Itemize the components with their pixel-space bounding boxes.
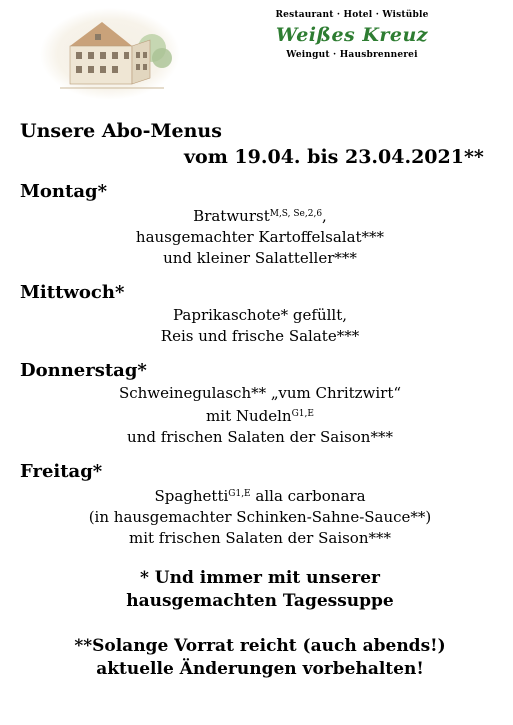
dish-text-suffix: , [322,207,327,225]
dish-line [20,383,500,404]
dish-line [20,248,500,269]
dish-text: Reis und frische Salate*** [160,327,360,345]
dish-text: mit Nudeln [206,407,292,425]
dish-text: Schweinegulasch** „vum Chritzwirt“ [118,384,402,402]
dish-line [20,204,500,227]
day-name: Montag* [20,181,107,202]
dish-line [20,404,500,427]
menu-day [20,281,500,347]
brand-name: Weißes Kreuz [275,24,429,46]
dish-text: Spaghetti [154,487,229,505]
dish-text: und kleiner Salatteller*** [163,249,357,267]
dish-text-suffix: alla carbonara [250,487,366,505]
supply-note [20,635,500,681]
menu-days [20,180,500,549]
dish-line [20,528,500,549]
soup-note [20,567,500,613]
soup-note-line: hausgemachten Tagessuppe [126,591,394,611]
menu-day [20,359,500,448]
dish-text: hausgemachter Kartoffelsalat*** [135,228,385,246]
brand-tagline-top: Restaurant · Hotel · Wistüble [275,10,429,20]
dish-text: und frischen Salaten der Saison*** [127,428,393,446]
allergen-codes: G1,E [291,409,314,419]
menu-content [20,118,500,681]
dish-line [20,227,500,248]
dish-text: Bratwurst [193,207,270,225]
dish-text: Paprikaschote* gefüllt, [172,306,347,324]
allergen-codes: M,S, Se,2,6 [269,209,323,219]
menu-day [20,460,500,549]
soup-note-line: * Und immer mit unserer [140,568,380,588]
dish-line [20,326,500,347]
brand-tagline-bottom: Weingut · Hausbrennerei [286,50,418,60]
restaurant-brand [262,10,442,60]
allergen-codes: G1,E [228,489,251,499]
dish-line [20,507,500,528]
day-name: Mittwoch* [20,282,125,303]
dish-line [20,305,500,326]
menu-title: Unsere Abo-Menus [20,120,222,142]
menu-day [20,180,500,269]
day-name: Freitag* [20,461,103,482]
dish-line [20,484,500,507]
hotel-illustration [40,6,180,102]
dish-text: mit frischen Salaten der Saison*** [128,529,392,547]
day-name: Donnerstag* [20,360,147,381]
dish-line [20,427,500,448]
menu-date-range: vom 19.04. bis 23.04.2021** [184,146,484,168]
dish-text: (in hausgemachter Schinken-Sahne-Sauce**) [88,508,432,526]
supply-note-line: **Solange Vorrat reicht (auch abends!) [74,636,446,656]
supply-note-line: aktuelle Änderungen vorbehalten! [96,659,424,679]
